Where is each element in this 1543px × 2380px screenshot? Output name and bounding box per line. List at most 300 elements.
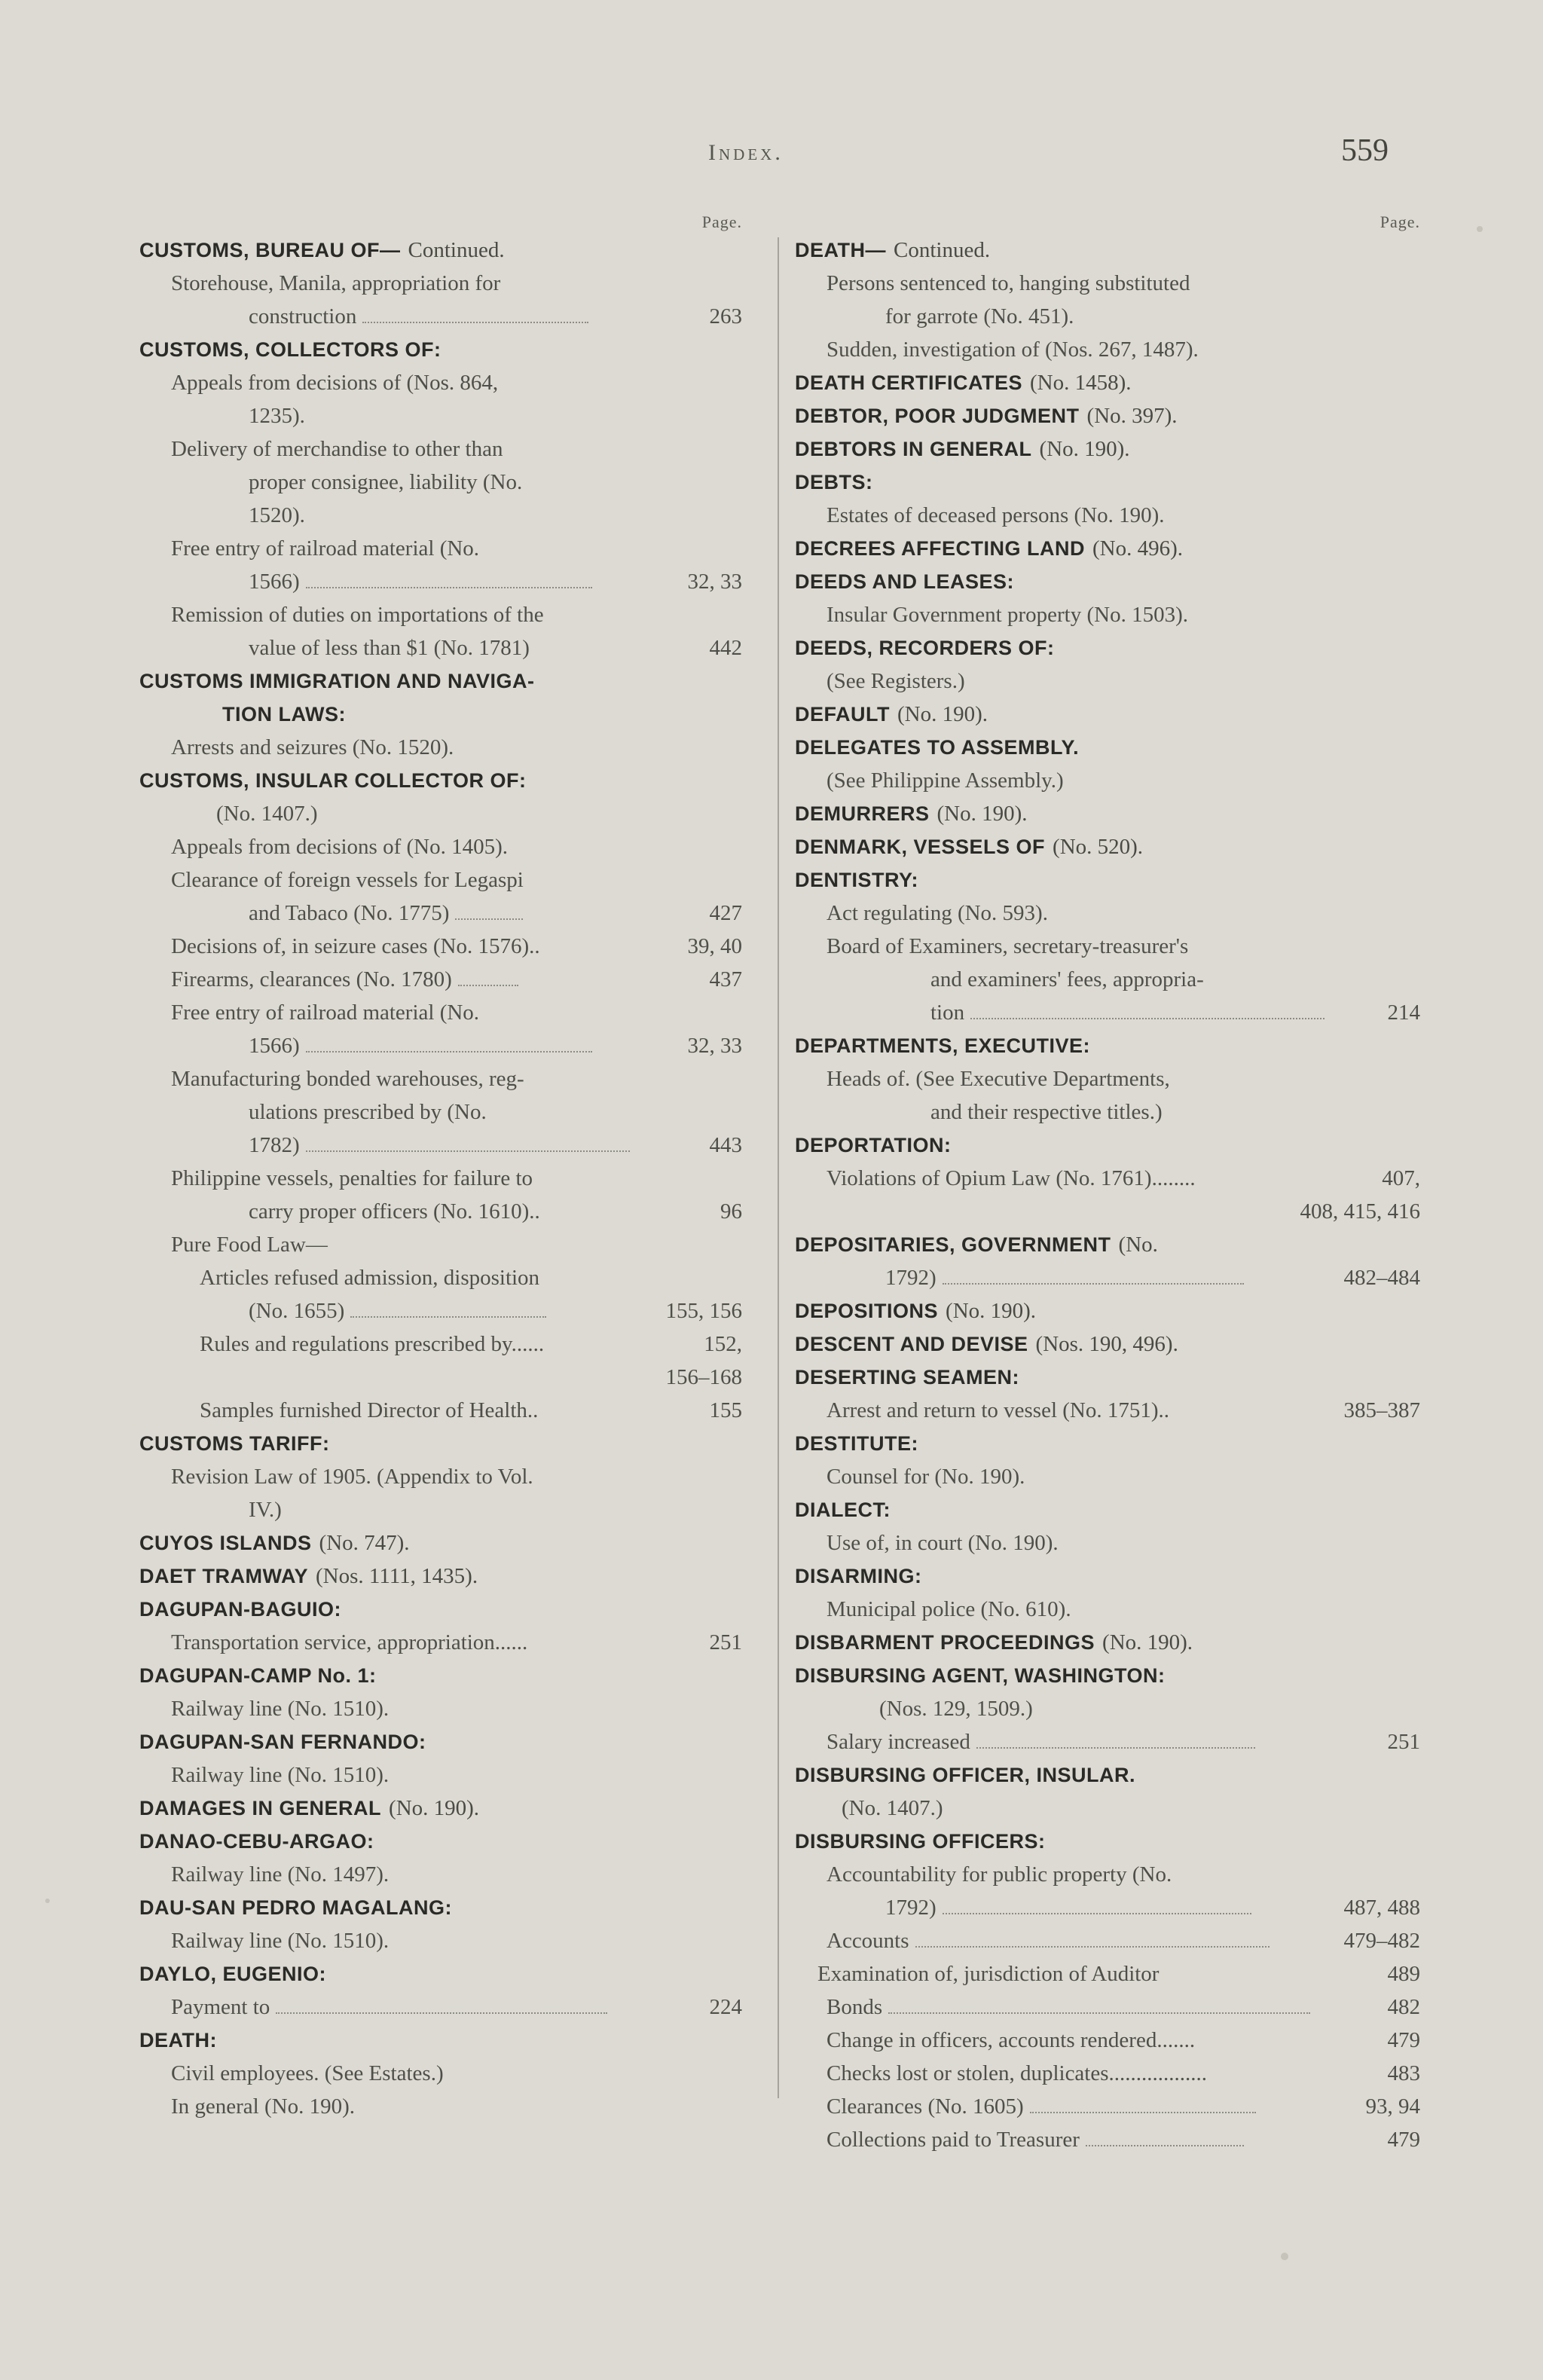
index-heading (795, 1758, 1420, 1792)
index-heading (795, 1493, 1420, 1526)
heading-text: DENMARK, VESSELS OF (795, 836, 1046, 858)
page-reference: 214 (1387, 1001, 1420, 1025)
index-entry (139, 1758, 742, 1792)
entry-text: Examination of, jurisdiction of Auditor (817, 1962, 1160, 1986)
index-heading (795, 1361, 1420, 1394)
index-entry (139, 1261, 742, 1294)
index-heading (795, 1327, 1420, 1361)
index-entry (139, 1692, 742, 1725)
heading-text: DAGUPAN-BAGUIO: (139, 1598, 341, 1621)
index-entry (139, 432, 742, 466)
index-entry (139, 863, 742, 897)
index-entry (139, 1626, 742, 1659)
index-entry (139, 731, 742, 764)
entry-text: Railway line (No. 1497). (171, 1862, 390, 1887)
page-reference: 32, 33 (687, 1034, 742, 1058)
index-entry (139, 267, 742, 300)
entry-text: Remission of duties on importations of the (171, 603, 544, 627)
page-reference: 385–387 (1343, 1398, 1420, 1422)
entry-text: 1520). (249, 503, 305, 527)
entry-text: Estates of deceased persons (No. 190). (826, 503, 1165, 527)
dot-leader (970, 1000, 1325, 1019)
entry-text: Municipal police (No. 610). (826, 1597, 1071, 1621)
heading-text: DISBURSING OFFICERS: (795, 1830, 1046, 1853)
index-entry (795, 300, 1420, 333)
index-heading (139, 333, 742, 366)
heading-text: DAYLO, EUGENIO: (139, 1963, 327, 1985)
index-entry (139, 499, 742, 532)
heading-reference: (Nos. 1111, 1435). (316, 1564, 478, 1588)
dot-leader (1086, 2127, 1244, 2146)
heading-reference: (No. 190). (897, 702, 988, 726)
index-heading (795, 1228, 1420, 1261)
entry-text: (Nos. 129, 1509.) (879, 1697, 1033, 1721)
page-reference: 263 (709, 304, 742, 328)
dot-leader (306, 1132, 630, 1152)
page-reference: 224 (709, 1995, 742, 2019)
entry-text: Samples furnished Director of Health.. (200, 1398, 539, 1422)
index-heading (139, 665, 742, 698)
index-entry (139, 1095, 742, 1129)
heading-text: DEPORTATION: (795, 1134, 952, 1156)
entry-text: Clearances (No. 1605) (826, 2094, 1024, 2119)
entry-text: Accountability for public property (No. (826, 1862, 1172, 1887)
entry-text: Manufacturing bonded warehouses, reg- (171, 1067, 524, 1091)
index-entry (139, 1162, 742, 1195)
index-heading (795, 1294, 1420, 1327)
index-entry (795, 1526, 1420, 1560)
dot-leader (943, 1895, 1251, 1914)
heading-text: DAGUPAN-CAMP No. 1: (139, 1664, 377, 1687)
index-entry (139, 2057, 742, 2090)
index-entry (795, 2123, 1420, 2156)
index-entry (139, 2090, 742, 2123)
index-heading (795, 366, 1420, 399)
heading-text: DEFAULT (795, 703, 890, 726)
page-column-label: Page. (701, 212, 742, 231)
index-entry (139, 532, 742, 565)
index-heading (139, 1825, 742, 1858)
entry-text: Revision Law of 1905. (Appendix to Vol. (171, 1465, 533, 1489)
heading-text: DEBTORS IN GENERAL (795, 438, 1032, 460)
paper-spot (1477, 226, 1483, 232)
index-heading (139, 1725, 742, 1758)
entry-text: Salary increased (826, 1730, 970, 1754)
heading-text: DISBURSING OFFICER, INSULAR. (795, 1764, 1136, 1786)
index-heading (795, 432, 1420, 466)
index-entry (795, 665, 1420, 698)
heading-text: DAET TRAMWAY (139, 1565, 309, 1587)
page-reference: 443 (709, 1133, 742, 1157)
entry-text: Appeals from decisions of (No. 1405). (171, 835, 508, 859)
heading-text: DAU-SAN PEDRO MAGALANG: (139, 1896, 452, 1919)
entry-text: Insular Government property (No. 1503). (826, 603, 1188, 627)
entry-text: and their respective titles.) (930, 1100, 1163, 1124)
index-entry (795, 996, 1420, 1029)
heading-reference: (No. 496). (1092, 536, 1184, 561)
index-heading (139, 2024, 742, 2057)
entry-text: 1782) (249, 1133, 300, 1157)
index-entry (139, 1394, 742, 1427)
page-reference: 483 (1387, 2061, 1420, 2085)
heading-text: DISBURSING AGENT, WASHINGTON: (795, 1664, 1166, 1687)
heading-reference: (No. 190). (936, 802, 1028, 826)
index-entry (139, 1029, 742, 1062)
page-reference: 489 (1387, 1962, 1420, 1986)
page-title: Index. (708, 140, 784, 165)
index-entry (139, 1924, 742, 1957)
entry-text: Board of Examiners, secretary-treasurer's (826, 934, 1189, 958)
index-entry (795, 1924, 1420, 1957)
index-heading (795, 1626, 1420, 1659)
heading-text: CUSTOMS IMMIGRATION AND NAVIGA- (139, 670, 535, 692)
index-entry (139, 366, 742, 399)
entry-text: Use of, in court (No. 190). (826, 1531, 1059, 1555)
entry-text: In general (No. 190). (171, 2094, 355, 2119)
heading-text: DISBARMENT PROCEEDINGS (795, 1631, 1095, 1654)
heading-text: DESCENT AND DEVISE (795, 1333, 1028, 1355)
heading-text: DEATH CERTIFICATES (795, 371, 1022, 394)
entry-text: ulations prescribed by (No. (249, 1100, 487, 1124)
index-entry (795, 1162, 1420, 1195)
entry-text: 1792) (885, 1266, 936, 1290)
page-reference: 152, (704, 1332, 742, 1356)
heading-text: DAMAGES IN GENERAL (139, 1797, 382, 1819)
index-entry (139, 565, 742, 598)
page-reference: 155, 156 (665, 1299, 742, 1323)
index-entry (795, 1460, 1420, 1493)
column-divider (778, 237, 779, 2098)
heading-reference: (No. 190). (946, 1299, 1037, 1323)
index-heading (795, 830, 1420, 863)
index-heading (795, 399, 1420, 432)
heading-reference: (No. 190). (389, 1796, 480, 1820)
heading-reference: Continued. (408, 238, 505, 262)
heading-reference: (No. 1458). (1030, 371, 1132, 395)
page-reference: 442 (709, 636, 742, 660)
heading-reference: (No. 190). (1039, 437, 1130, 461)
index-entry (795, 1891, 1420, 1924)
heading-reference: (No. 747). (319, 1531, 410, 1555)
dot-leader (455, 900, 523, 920)
index-entry (139, 1460, 742, 1493)
heading-text: DEATH: (139, 2029, 217, 2052)
dot-leader (306, 569, 592, 588)
running-head (0, 133, 1543, 178)
heading-text: DEEDS AND LEASES: (795, 570, 1015, 593)
index-heading (795, 1659, 1420, 1692)
index-entry (795, 1858, 1420, 1891)
index-entry (795, 1593, 1420, 1626)
heading-text: CUSTOMS TARIFF: (139, 1432, 330, 1455)
heading-text: DEBTOR, POOR JUDGMENT (795, 405, 1080, 427)
page-reference: 96 (720, 1199, 742, 1224)
index-heading (139, 764, 742, 797)
entry-text: and Tabaco (No. 1775) (249, 901, 450, 925)
index-entry (139, 1361, 742, 1394)
heading-text: DEPOSITARIES, GOVERNMENT (795, 1233, 1111, 1256)
dot-leader (306, 1033, 592, 1053)
entry-text: Arrests and seizures (No. 1520). (171, 735, 454, 759)
index-entry (139, 1990, 742, 2024)
entry-text: Free entry of railroad material (No. (171, 536, 480, 561)
entry-text: Bonds (826, 1995, 883, 2019)
index-heading (795, 1029, 1420, 1062)
entry-text: Transportation service, appropriation...... (171, 1630, 528, 1654)
entry-text: Pure Food Law— (171, 1233, 328, 1257)
dot-leader (276, 1994, 607, 2014)
index-heading (139, 234, 742, 267)
index-entry (139, 466, 742, 499)
entry-text: Change in officers, accounts rendered....... (826, 2028, 1196, 2052)
entry-text: (See Philippine Assembly.) (826, 768, 1064, 793)
index-entry (139, 1493, 742, 1526)
page-reference: 32, 33 (687, 570, 742, 594)
dot-leader (350, 1298, 546, 1318)
index-heading (795, 797, 1420, 830)
index-entry (795, 897, 1420, 930)
index-heading (795, 1427, 1420, 1460)
index-entry (139, 1327, 742, 1361)
index-entry (139, 598, 742, 631)
entry-text: Philippine vessels, penalties for failure to (171, 1166, 533, 1190)
entry-text: 1792) (885, 1896, 936, 1920)
entry-text: Rules and regulations prescribed by...... (200, 1332, 545, 1356)
page-reference: 479–482 (1343, 1929, 1420, 1953)
heading-text: DANAO-CEBU-ARGAO: (139, 1830, 374, 1853)
index-entry (795, 1692, 1420, 1725)
index-entry (795, 1792, 1420, 1825)
index-entry (795, 930, 1420, 963)
entry-text: Railway line (No. 1510). (171, 1763, 390, 1787)
entry-text: IV.) (249, 1498, 282, 1522)
index-heading (795, 863, 1420, 897)
heading-text: CUSTOMS, COLLECTORS OF: (139, 338, 442, 361)
entry-text: Appeals from decisions of (Nos. 864, (171, 371, 499, 395)
index-heading (795, 532, 1420, 565)
entry-text: for garrote (No. 451). (885, 304, 1074, 328)
index-entry (139, 300, 742, 333)
entry-text: tion (930, 1001, 965, 1025)
index-entry (795, 1095, 1420, 1129)
entry-text: (See Registers.) (826, 669, 965, 693)
entry-text: proper consignee, liability (No. (249, 470, 523, 494)
index-heading (139, 1593, 742, 1626)
dot-leader (362, 304, 588, 323)
index-entry (795, 2090, 1420, 2123)
entry-text: Arrest and return to vessel (No. 1751).. (826, 1398, 1170, 1422)
heading-text: TION LAWS: (222, 703, 346, 726)
page-reference: 251 (709, 1630, 742, 1654)
heading-text: DIALECT: (795, 1499, 891, 1521)
dot-leader (915, 1928, 1270, 1948)
index-entry (795, 2057, 1420, 2090)
heading-text: DEBTS: (795, 471, 873, 493)
entry-text: Act regulating (No. 593). (826, 901, 1048, 925)
entry-text: Persons sentenced to, hanging substituted (826, 271, 1190, 295)
page-reference: 407, (1382, 1166, 1420, 1190)
index-heading (139, 1957, 742, 1990)
index-entry (139, 399, 742, 432)
index-heading (795, 1129, 1420, 1162)
page-reference: 155 (709, 1398, 742, 1422)
entry-text: Counsel for (No. 190). (826, 1465, 1025, 1489)
heading-text: DEPARTMENTS, EXECUTIVE: (795, 1034, 1091, 1057)
entry-text: Checks lost or stolen, duplicates.................. (826, 2061, 1208, 2085)
index-entry (795, 598, 1420, 631)
entry-text: 1566) (249, 570, 300, 594)
heading-text: DEATH— (795, 239, 886, 261)
dot-leader (888, 1994, 1310, 2014)
page-reference: 408, 415, 416 (1300, 1199, 1420, 1224)
entry-text: value of less than $1 (No. 1781) (249, 636, 530, 660)
index-heading (795, 565, 1420, 598)
index-entry (139, 830, 742, 863)
heading-reference: (No. 520). (1053, 835, 1144, 859)
heading-text: DEMURRERS (795, 802, 930, 825)
entry-text: Sudden, investigation of (Nos. 267, 1487). (826, 338, 1199, 362)
index-entry (139, 1294, 742, 1327)
entry-text: and examiners' fees, appropria- (930, 967, 1204, 991)
heading-text: DELEGATES TO ASSEMBLY. (795, 736, 1080, 759)
heading-text: CUSTOMS, BUREAU OF— (139, 239, 401, 261)
page-reference: 93, 94 (1365, 2094, 1420, 2119)
index-entry (139, 996, 742, 1029)
index-heading (795, 631, 1420, 665)
page-reference: 39, 40 (687, 934, 742, 958)
index-entry (139, 1228, 742, 1261)
index-heading (139, 1792, 742, 1825)
heading-text: DEEDS, RECORDERS OF: (795, 637, 1055, 659)
paper-spot (45, 1899, 50, 1903)
dot-leader (976, 1729, 1255, 1749)
index-entry (795, 1195, 1420, 1228)
index-entry (139, 1062, 742, 1095)
entry-text: Decisions of, in seizure cases (No. 1576).. (171, 934, 540, 958)
index-entry (795, 764, 1420, 797)
entry-text: Railway line (No. 1510). (171, 1697, 390, 1721)
entry-text: (No. 1407.) (842, 1796, 943, 1820)
heading-text: CUSTOMS, INSULAR COLLECTOR OF: (139, 769, 527, 792)
entry-text: Articles refused admission, disposition (200, 1266, 540, 1290)
entry-text: 1566) (249, 1034, 300, 1058)
entry-text: Payment to (171, 1995, 270, 2019)
index-heading (795, 731, 1420, 764)
left-column (139, 211, 742, 2123)
heading-text: DESTITUTE: (795, 1432, 918, 1455)
heading-text: DISARMING: (795, 1565, 922, 1587)
heading-text: DESERTING SEAMEN: (795, 1366, 1020, 1389)
index-entry (139, 930, 742, 963)
heading-text: DAGUPAN-SAN FERNANDO: (139, 1731, 426, 1753)
entry-text: Railway line (No. 1510). (171, 1929, 390, 1953)
paper-spot (1281, 2253, 1288, 2260)
index-entry (139, 797, 742, 830)
index-entry (795, 1725, 1420, 1758)
index-entry (795, 1990, 1420, 2024)
page-reference: 479 (1387, 2128, 1420, 2152)
index-entry (795, 499, 1420, 532)
index-heading (139, 1659, 742, 1692)
index-entry (795, 267, 1420, 300)
heading-text: DENTISTRY: (795, 869, 918, 891)
page-reference: 482 (1387, 1995, 1420, 2019)
index-entry (139, 963, 742, 996)
heading-text: DECREES AFFECTING LAND (795, 537, 1086, 560)
index-heading (139, 1891, 742, 1924)
index-entry (795, 1062, 1420, 1095)
index-heading (795, 1825, 1420, 1858)
index-entry (795, 963, 1420, 996)
page-reference: 487, 488 (1343, 1896, 1420, 1920)
entry-text: carry proper officers (No. 1610).. (249, 1199, 540, 1224)
entry-text: Violations of Opium Law (No. 1761)........ (826, 1166, 1196, 1190)
heading-reference: (No. 190). (1102, 1630, 1193, 1654)
index-heading (795, 698, 1420, 731)
page-reference: 479 (1387, 2028, 1420, 2052)
entry-text: (No. 1407.) (216, 802, 318, 826)
index-heading (139, 698, 742, 731)
index-heading (795, 466, 1420, 499)
page-reference: 482–484 (1343, 1266, 1420, 1290)
entry-text: construction (249, 304, 357, 328)
right-column (795, 211, 1420, 2156)
page-reference: 437 (709, 967, 742, 991)
page-reference: 251 (1387, 1730, 1420, 1754)
heading-text: DEPOSITIONS (795, 1300, 939, 1322)
entry-text: Civil employees. (See Estates.) (171, 2061, 444, 2085)
index-heading (139, 1526, 742, 1560)
page-reference: 427 (709, 901, 742, 925)
index-entry (139, 1858, 742, 1891)
index-entry (139, 1195, 742, 1228)
page-reference: 156–168 (665, 1365, 742, 1389)
dot-leader (1030, 2094, 1256, 2113)
dot-leader (458, 967, 518, 986)
entry-text: 1235). (249, 404, 305, 428)
heading-reference: Continued. (894, 238, 991, 262)
entry-text: Free entry of railroad material (No. (171, 1001, 480, 1025)
entry-text: Accounts (826, 1929, 909, 1953)
heading-text: CUYOS ISLANDS (139, 1532, 312, 1554)
dot-leader (943, 1265, 1244, 1285)
page-number: 559 (1341, 133, 1389, 168)
index-heading (139, 1560, 742, 1593)
entry-text: (No. 1655) (249, 1299, 345, 1323)
entry-text: Collections paid to Treasurer (826, 2128, 1080, 2152)
heading-reference: (No. (1118, 1233, 1158, 1257)
index-entry (795, 333, 1420, 366)
index-heading (139, 1427, 742, 1460)
index-entry (139, 897, 742, 930)
index-entry (795, 1261, 1420, 1294)
page-column-label: Page. (1380, 212, 1420, 231)
heading-reference: (Nos. 190, 496). (1035, 1332, 1178, 1356)
index-entry (139, 631, 742, 665)
index-entry (795, 1957, 1420, 1990)
index-entry (795, 2024, 1420, 2057)
index-entry (795, 1394, 1420, 1427)
index-heading (795, 1560, 1420, 1593)
index-entry (139, 1129, 742, 1162)
entry-text: Storehouse, Manila, appropriation for (171, 271, 501, 295)
heading-reference: (No. 397). (1086, 404, 1178, 428)
entry-text: Clearance of foreign vessels for Legaspi (171, 868, 524, 892)
entry-text: Delivery of merchandise to other than (171, 437, 503, 461)
index-heading (795, 234, 1420, 267)
entry-text: Heads of. (See Executive Departments, (826, 1067, 1170, 1091)
entry-text: Firearms, clearances (No. 1780) (171, 967, 452, 991)
